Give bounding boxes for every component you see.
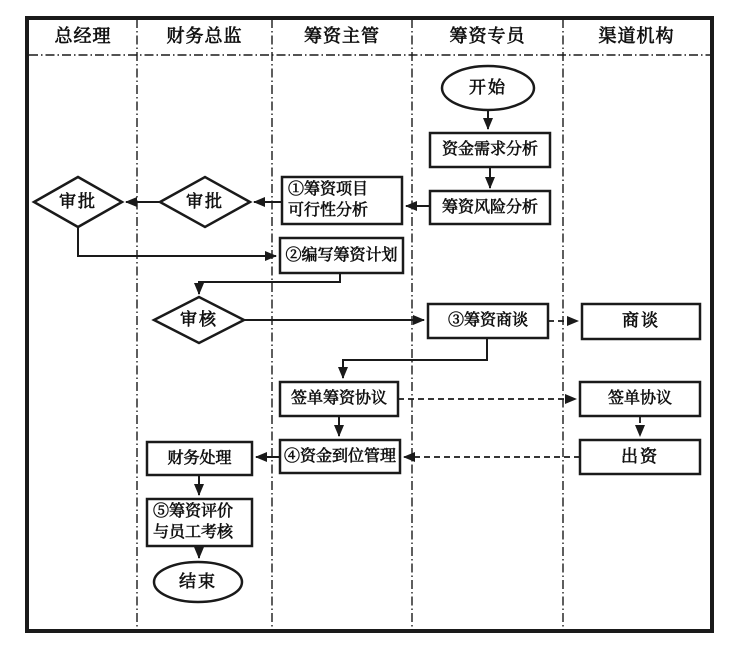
evaluation-label-line1: ⑤筹资评价 (153, 502, 234, 520)
lane-header-financing-specialist: 筹资专员 (449, 26, 526, 47)
feasibility-label (282, 177, 408, 224)
risk-analysis-label: 筹资风险分析 (441, 198, 538, 216)
financial-processing-label: 财务处理 (167, 449, 232, 467)
fund-demand-label: 资金需求分析 (441, 141, 538, 159)
lane-header-channel-institution: 渠道机构 (598, 26, 675, 47)
cfo-approval-label: 审批 (186, 191, 224, 211)
sign-agreement-label: 签单筹资协议 (290, 390, 387, 408)
evaluation-label-line2: 与员工考核 (153, 523, 234, 541)
lane-header-cfo: 财务总监 (166, 26, 243, 47)
negotiation-label: ③筹资商谈 (447, 312, 528, 330)
evaluation-label (147, 499, 258, 546)
fund-mgmt-label: ④资金到位管理 (283, 447, 396, 465)
gm-approval-label: 审批 (59, 191, 97, 211)
channel-negotiation-label: 商谈 (622, 311, 660, 331)
write-plan-label: ②编写筹资计划 (285, 246, 398, 264)
review-label: 审核 (180, 309, 218, 329)
lane-header-financing-supervisor: 筹资主管 (304, 26, 380, 47)
arrow-gm-approval-to-write-plan (78, 227, 276, 256)
channel-sign-label: 签单协议 (607, 390, 672, 408)
arrow-write-plan-to-review (199, 274, 340, 294)
feasibility-label-line2: 可行性分析 (288, 201, 369, 219)
arrow-negotiation-to-sign-agreement (343, 339, 487, 378)
feasibility-label-line1: ①筹资项目 (288, 180, 369, 198)
start-label: 开始 (469, 77, 507, 97)
contribute-label: 出资 (621, 446, 659, 466)
end-label: 结束 (179, 571, 217, 591)
lane-header-general-manager: 总经理 (54, 26, 112, 47)
